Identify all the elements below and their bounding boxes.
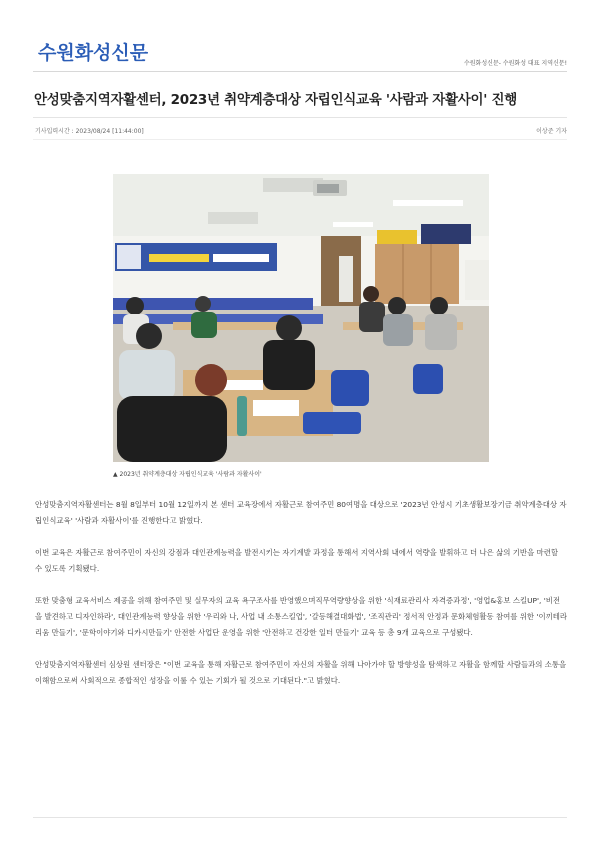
article-paragraph: 또한 맞춤형 교육서비스 제공을 위해 참여주민 및 실무자의 교육 욕구조사를 반영했으며직무역량향상을 위한 '식재료관리사 자격증과정', '영업&홍보 스킬UP', '비전을 발견하고 디자인하라', 대인관계능력 향상을 위한 '우리와 나, 사업 내 소통스킬업', '갈등해결대화법', '조직관리' 정서적 안정과 문화체험활동 참여를 위한 '이끼테라리움 만들기', '문학이야기와 디카시만들기' 안전한 사업단 운영을 위한 '안전하고 건강한 일터 만들기' 교육 등 총 9개 교육으로 구성됐다. xyxy=(35,596,568,637)
article-body xyxy=(35,497,567,705)
meta-divider xyxy=(33,139,567,140)
article-photo[interactable] xyxy=(113,174,489,462)
article-headline: 안성맞춤지역자활센터, 2023년 취약계층대상 자립인식교육 '사람과 자활사이' 진행 xyxy=(34,92,517,108)
header-divider xyxy=(33,71,567,72)
photo-caption: ▲ 2023년 취약계층대상 자립인식교육 '사람과 자활사이' xyxy=(113,471,262,478)
article-paragraph: 안성맞춤지역자활센터 심상원 센터장은 "이번 교육을 통해 자활근로 참여주민이 자신의 자활을 위해 나아가야 할 방향성을 탐색하고 자활을 함께할 사람들과의 소통을 이해함으로써 사회적으로 종합적인 성장을 이룰 수 있는 기회가 될 것으로 기대된다."고 밝혔다. xyxy=(35,660,567,685)
footer-divider xyxy=(33,817,567,818)
site-logo[interactable]: 수원화성신문 xyxy=(38,42,149,64)
article-paragraph: 안성맞춤지역자활센터는 8월 8일부터 10월 12일까지 본 센터 교육장에서 자활근로 참여주민 80여명을 대상으로 '2023년 안성시 기초생활보장기금 취약계층대상 자립인식교육' '사람과 자활사이'를 진행한다고 밝혔다. xyxy=(35,500,567,525)
headline-divider xyxy=(33,117,567,118)
article-paragraph: 이번 교육은 자활근로 참여주민이 자신의 강점과 대인관계능력을 발전시키는 자기계발 과정을 통해서 지역사회 내에서 역량을 발휘하고 더 나은 삶의 기반을 마련할 수 있도록 기획됐다. xyxy=(35,548,558,573)
classroom-photo-illustration xyxy=(113,174,489,462)
site-tagline: 수원화성신문- 수원화성 대표 지역신문! xyxy=(463,60,567,67)
article-author: 이상준 기자 xyxy=(536,128,567,135)
article-date: 기사입력시간 : 2023/08/24 [11:44:00] xyxy=(35,128,144,135)
